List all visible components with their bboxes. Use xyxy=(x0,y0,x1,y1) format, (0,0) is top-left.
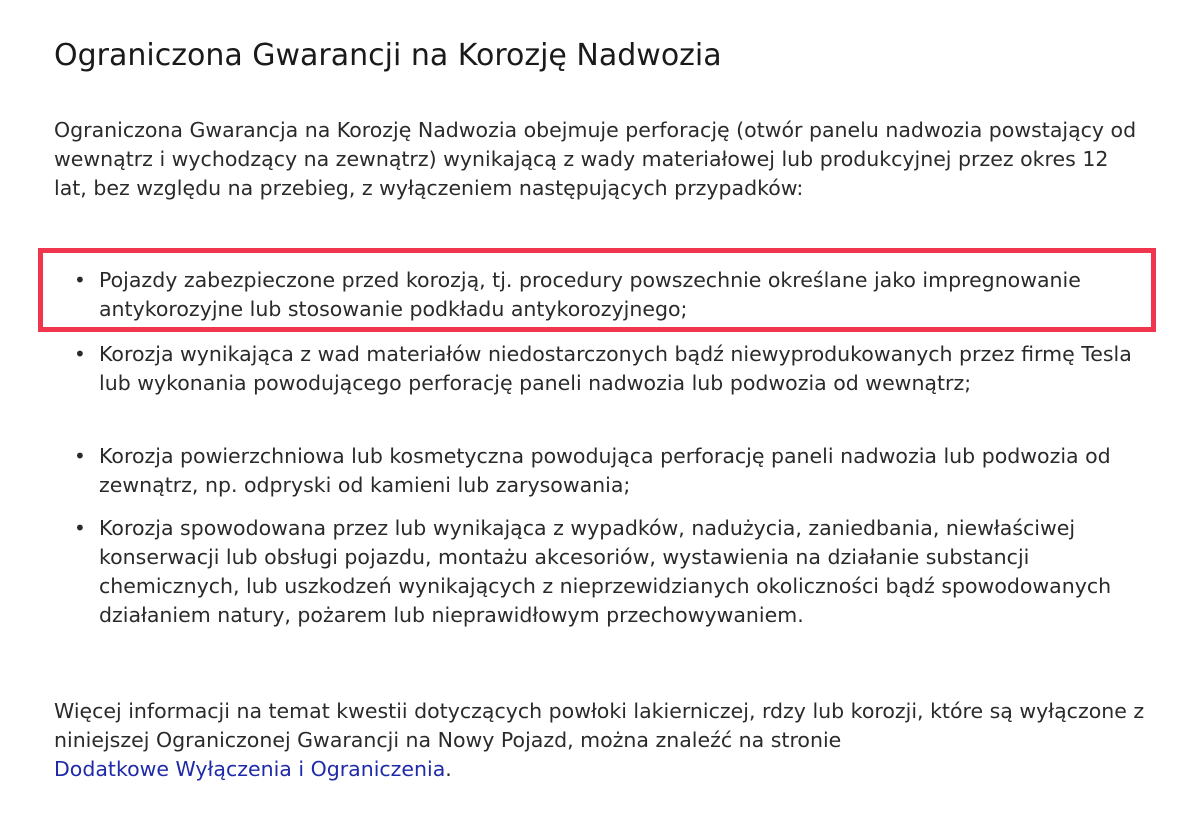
outro-paragraph xyxy=(54,697,1164,784)
exclusion-item-2: Korozja wynikająca z wad materiałów niedostarczonych bądź niewyprodukowanych przez firmę Tesla lub wykonania powodującego perforację paneli nadwozia lub podwozia od wewnątrz; xyxy=(99,342,1132,395)
exclusion-item-1: Pojazdy zabezpieczone przed korozją, tj. procedury powszechnie określane jako impregnowanie antykorozyjne lub stosowanie podkładu antykorozyjnego; xyxy=(99,268,1081,321)
outro-text: Więcej informacji na temat kwestii dotyczących powłoki lakierniczej, rdzy lub korozji, które są wyłączone z niniejszej Ograniczonej Gwarancji na Nowy Pojazd, można znaleźć na stronie xyxy=(54,699,1145,752)
bullet-marker: • xyxy=(74,342,86,366)
exclusion-item-3: Korozja powierzchniowa lub kosmetyczna powodująca perforację paneli nadwozia lub podwozia od zewnątrz, np. odpryski od kamieni lub zarysowania; xyxy=(99,444,1111,497)
additional-exclusions-link[interactable]: Dodatkowe Wyłączenia i Ograniczenia xyxy=(54,757,446,781)
intro-paragraph: Ograniczona Gwarancja na Korozję Nadwozia obejmuje perforację (otwór panelu nadwozia powstający od wewnątrz i wychodzący na zewnątrz) wynikającą z wady materiałowej lub produkcyjnej przez okres 12 lat, bez względu na przebieg, z wyłączeniem następujących przypadków: xyxy=(54,118,1137,200)
bullet-marker: • xyxy=(74,444,86,468)
bullet-marker: • xyxy=(74,516,86,540)
page-title: Ograniczona Gwarancji na Korozję Nadwozia xyxy=(54,38,722,73)
bullet-marker: • xyxy=(74,268,86,292)
outro-period: . xyxy=(445,757,452,781)
exclusion-item-4: Korozja spowodowana przez lub wynikająca z wypadków, nadużycia, zaniedbania, niewłaściwej konserwacji lub obsługi pojazdu, montażu akcesoriów, wystawienia na działanie substancji chemicznych, lub uszkodzeń wynikających z nieprzewidzianych okoliczności bądź spowodowanych działaniem natury, pożarem lub nieprawidłowym przechowywaniem. xyxy=(99,516,1112,627)
